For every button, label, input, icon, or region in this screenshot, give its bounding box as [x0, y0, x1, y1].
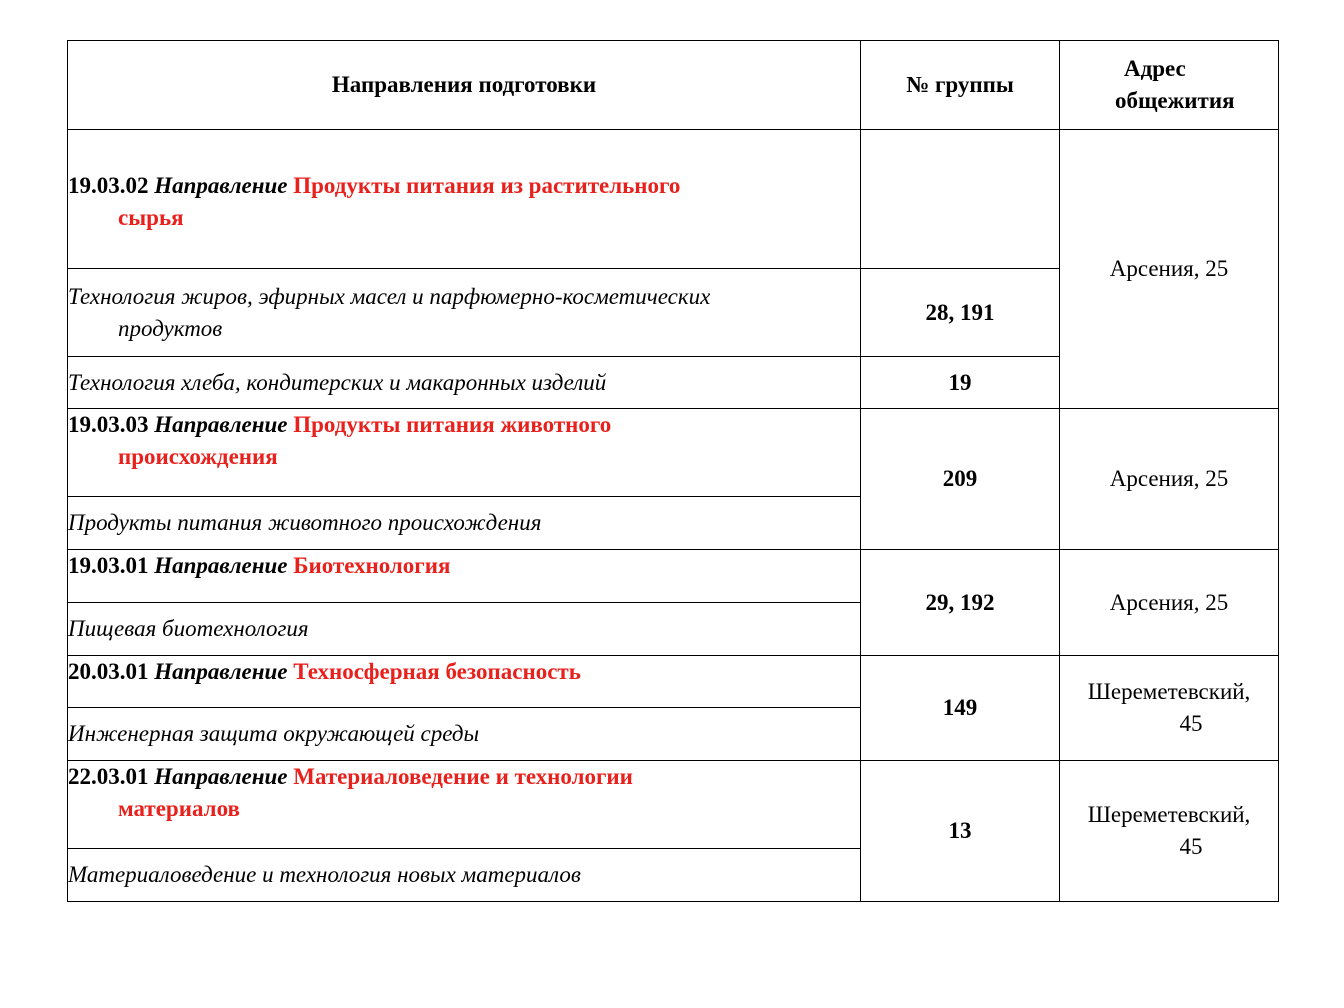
table-row: [68, 656, 1279, 708]
direction-cell: [68, 656, 861, 708]
direction-name-continued: происхождения: [118, 444, 278, 469]
address-cell: [1060, 656, 1279, 761]
direction-name-continued: материалов: [118, 796, 240, 821]
header-dorm-address: [1060, 41, 1279, 130]
direction-line: [68, 409, 860, 441]
group-cell: 28, 191: [861, 269, 1060, 357]
direction-name: Техносферная безопасность: [293, 659, 581, 684]
address-line: Шереметевский,: [1087, 679, 1251, 704]
table-row: [68, 409, 1279, 497]
direction-cell: [68, 130, 861, 269]
address-cell: Арсения, 25: [1060, 130, 1279, 409]
group-cell: 209: [861, 409, 1060, 550]
header-directions: Направления подготовки: [68, 41, 861, 130]
profile-line: Технология хлеба, кондитерских и макаронных изделий: [68, 369, 607, 395]
direction-label: Направление: [154, 553, 288, 578]
group-cell: 149: [861, 656, 1060, 761]
group-cell: 29, 192: [861, 550, 1060, 656]
direction-line: [68, 656, 860, 688]
group-cell: 13: [861, 761, 1060, 902]
direction-cell: [68, 550, 861, 603]
profile-line: Материаловедение и технология новых материалов: [68, 862, 581, 887]
direction-code: 19.03.02: [68, 173, 149, 198]
direction-code: 22.03.01: [68, 764, 149, 789]
profile-line: Технология жиров, эфирных масел и парфюмерно-косметических: [68, 283, 711, 309]
profile-line: Пищевая биотехнология: [68, 616, 309, 641]
direction-line: [68, 170, 860, 202]
address-line: Шереметевский,: [1087, 802, 1251, 827]
direction-name: Продукты питания из растительного: [293, 173, 681, 198]
direction-name: Материаловедение и технологии: [293, 764, 633, 789]
group-cell-empty: [861, 130, 1060, 269]
table-row: [68, 761, 1279, 849]
profile-line-continued: продуктов: [118, 315, 223, 341]
table-row: [68, 130, 1279, 269]
profile-cell: [68, 269, 861, 357]
direction-line: [68, 761, 860, 793]
table-row: [68, 550, 1279, 603]
direction-cell: [68, 409, 861, 497]
address-line-continued: 45: [1179, 711, 1203, 736]
direction-code: 20.03.01: [68, 659, 149, 684]
direction-name-continued: сырья: [118, 205, 184, 230]
direction-code: 19.03.01: [68, 553, 149, 578]
profile-cell: [68, 708, 861, 761]
direction-label: Направление: [154, 173, 288, 198]
direction-code: 19.03.03: [68, 412, 149, 437]
profile-line: Продукты питания животного происхождения: [68, 510, 542, 535]
table-header-row: [68, 41, 1279, 130]
direction-name: Продукты питания животного: [293, 412, 612, 437]
address-cell: [1060, 761, 1279, 902]
header-dorm-address-line2: общежития: [1115, 88, 1235, 113]
direction-label: Направление: [154, 412, 288, 437]
profile-cell: [68, 603, 861, 656]
profile-cell: [68, 357, 861, 409]
direction-name: Биотехнология: [293, 553, 451, 578]
dormitory-table: [67, 40, 1279, 902]
direction-line: [68, 550, 860, 582]
direction-label: Направление: [154, 764, 288, 789]
group-cell: 19: [861, 357, 1060, 409]
profile-cell: [68, 849, 861, 902]
profile-line: Инженерная защита окружающей среды: [68, 721, 480, 746]
address-cell: Арсения, 25: [1060, 409, 1279, 550]
header-group-number: № группы: [861, 41, 1060, 130]
address-cell: Арсения, 25: [1060, 550, 1279, 656]
address-line-continued: 45: [1179, 834, 1203, 859]
direction-cell: [68, 761, 861, 849]
header-dorm-address-line1: Адрес: [1124, 56, 1186, 81]
direction-label: Направление: [154, 659, 288, 684]
profile-cell: [68, 497, 861, 550]
